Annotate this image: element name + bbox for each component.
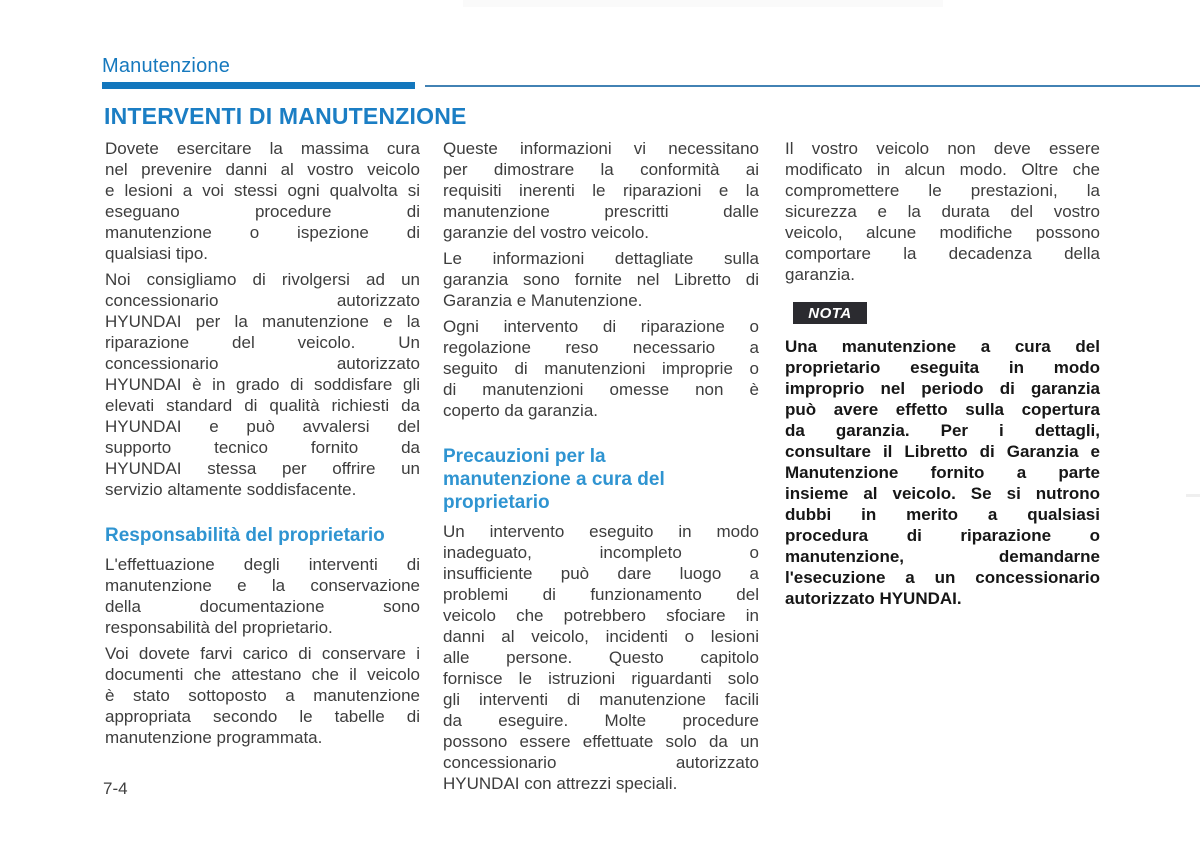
text-line: Ogni intervento di riparazione o bbox=[443, 317, 759, 336]
text-line: HYUNDAI per la manutenzione e la bbox=[105, 312, 420, 331]
text-line: veicolo che potrebbero sfociare in bbox=[443, 606, 759, 625]
body-paragraph bbox=[105, 138, 420, 264]
page-title: INTERVENTI DI MANUTENZIONE bbox=[104, 103, 467, 129]
subheading-line: proprietario bbox=[443, 492, 550, 513]
text-line: dubbi in merito a qualsiasi bbox=[785, 505, 1100, 524]
text-line: della documentazione sono bbox=[105, 597, 420, 616]
body-paragraph bbox=[443, 316, 759, 421]
text-line: Le informazioni dettagliate sulla bbox=[443, 249, 759, 268]
text-line: manutenzione e la conservazione bbox=[105, 576, 420, 595]
subheading-line: manutenzione a cura del bbox=[443, 469, 665, 490]
text-line: fornisce le istruzioni riguardanti solo bbox=[443, 669, 759, 688]
text-line: insufficiente può dare luogo a bbox=[443, 564, 759, 583]
text-line: nel prevenire danni al vostro veicolo bbox=[105, 160, 420, 179]
text-line: compromettere le prestazioni, la bbox=[785, 181, 1100, 200]
text-line: insieme al veicolo. Se si nutrono bbox=[785, 484, 1100, 503]
text-line: alle persone. Questo capitolo bbox=[443, 648, 759, 667]
text-line: eseguano procedure di bbox=[105, 202, 420, 221]
text-line: garanzia sono fornite nel Libretto di bbox=[443, 270, 759, 289]
text-line: improprio nel periodo di garanzia bbox=[785, 379, 1100, 398]
text-line: servizio altamente soddisfacente. bbox=[105, 480, 357, 499]
text-line: procedura di riparazione o bbox=[785, 526, 1100, 545]
chapter-label: Manutenzione bbox=[102, 55, 231, 77]
text-line: problemi di funzionamento del bbox=[443, 585, 759, 604]
text-line: l'esecuzione a un concessionario bbox=[785, 568, 1100, 587]
text-line: Garanzia e Manutenzione. bbox=[443, 291, 643, 310]
text-line: Queste informazioni vi necessitano bbox=[443, 139, 759, 158]
text-line: Manutenzione fornito a parte bbox=[785, 463, 1100, 482]
text-line: proprietario eseguita in modo bbox=[785, 358, 1100, 377]
text-line: manutenzione o ispezione di bbox=[105, 223, 420, 242]
text-line: Dovete esercitare la massima cura bbox=[105, 139, 420, 158]
text-line: Una manutenzione a cura del bbox=[785, 337, 1100, 356]
text-line: comportare la decadenza della bbox=[785, 244, 1100, 263]
text-line: può avere effetto sulla copertura bbox=[785, 400, 1100, 419]
text-line: di manutenzioni omesse non è bbox=[443, 380, 759, 399]
text-line: concessionario autorizzato bbox=[443, 753, 759, 772]
text-line: elevati standard di qualità richiesti da bbox=[105, 396, 420, 415]
scan-artifact-top-strip bbox=[463, 0, 943, 7]
body-paragraph bbox=[443, 521, 759, 794]
text-line: seguito di manutenzioni improprie o bbox=[443, 359, 759, 378]
text-line: coperto da garanzia. bbox=[443, 401, 598, 420]
page-number: 7-4 bbox=[103, 779, 128, 798]
header-rule-thick bbox=[102, 82, 415, 89]
text-line: HYUNDAI è in grado di soddisfare gli bbox=[105, 375, 420, 394]
text-line: appropriata secondo le tabelle di bbox=[105, 707, 420, 726]
text-line: è stato sottoposto a manutenzione bbox=[105, 686, 420, 705]
text-line: manutenzione, demandarne bbox=[785, 547, 1100, 566]
text-line: modificato in alcun modo. Oltre che bbox=[785, 160, 1100, 179]
text-line: sicurezza e la durata del vostro bbox=[785, 202, 1100, 221]
section-subheading bbox=[443, 445, 759, 514]
text-line: possono essere effettuate solo da un bbox=[443, 732, 759, 751]
text-line: requisiti inerenti le riparazioni e la bbox=[443, 181, 759, 200]
note-paragraph bbox=[785, 336, 1100, 609]
text-line: supporto tecnico fornito da bbox=[105, 438, 420, 457]
text-line: consultare il Libretto di Garanzia e bbox=[785, 442, 1100, 461]
text-line: concessionario autorizzato bbox=[105, 354, 420, 373]
text-line: inadeguato, incompleto o bbox=[443, 543, 759, 562]
text-line: autorizzato HYUNDAI. bbox=[785, 589, 962, 608]
text-line: garanzie del vostro veicolo. bbox=[443, 223, 650, 242]
body-paragraph bbox=[785, 138, 1100, 285]
text-line: riparazione del veicolo. Un bbox=[105, 333, 420, 352]
body-paragraph bbox=[443, 248, 759, 311]
text-line: gli interventi di manutenzione facili bbox=[443, 690, 759, 709]
subheading-line: Precauzioni per la bbox=[443, 446, 606, 467]
text-line: L'effettuazione degli interventi di bbox=[105, 555, 420, 574]
body-paragraph bbox=[105, 554, 420, 638]
text-line: da eseguire. Molte procedure bbox=[443, 711, 759, 730]
subheading-line: Responsabilità del proprietario bbox=[105, 525, 385, 546]
text-line: qualsiasi tipo. bbox=[105, 244, 209, 263]
body-paragraph bbox=[443, 138, 759, 243]
text-line: Noi consigliamo di rivolgersi ad un bbox=[105, 270, 420, 289]
section-subheading bbox=[105, 524, 420, 547]
text-line: regolazione reso necessario a bbox=[443, 338, 759, 357]
body-paragraph bbox=[105, 269, 420, 500]
scan-artifact-edge-dash bbox=[1186, 494, 1200, 497]
text-line: HYUNDAI con attrezzi speciali. bbox=[443, 774, 678, 793]
body-paragraph bbox=[105, 643, 420, 748]
text-line: e lesioni a voi stessi ogni qualvolta si bbox=[105, 181, 420, 200]
text-column-middle bbox=[443, 138, 759, 799]
header-rule-thin bbox=[425, 85, 1200, 87]
text-line: responsabilità del proprietario. bbox=[105, 618, 333, 637]
note-badge bbox=[793, 302, 867, 324]
text-line: per dimostrare la conformità ai bbox=[443, 160, 759, 179]
text-line: da garanzia. Per i dettagli, bbox=[785, 421, 1100, 440]
text-line: Il vostro veicolo non deve essere bbox=[785, 139, 1100, 158]
text-column-right bbox=[785, 138, 1100, 609]
text-line: Un intervento eseguito in modo bbox=[443, 522, 759, 541]
text-line: concessionario autorizzato bbox=[105, 291, 420, 310]
text-line: danni al veicolo, incidenti o lesioni bbox=[443, 627, 759, 646]
text-line: Voi dovete farvi carico di conservare i bbox=[105, 644, 420, 663]
note-badge-label: NOTA bbox=[808, 304, 852, 322]
text-line: veicolo, alcune modifiche possono bbox=[785, 223, 1100, 242]
text-line: garanzia. bbox=[785, 265, 855, 284]
text-line: manutenzione programmata. bbox=[105, 728, 323, 747]
text-column-left bbox=[105, 138, 420, 753]
text-line: manutenzione prescritti dalle bbox=[443, 202, 759, 221]
text-line: HYUNDAI stessa per offrire un bbox=[105, 459, 420, 478]
text-line: documenti che attestano che il veicolo bbox=[105, 665, 420, 684]
text-line: HYUNDAI e può avvalersi del bbox=[105, 417, 420, 436]
